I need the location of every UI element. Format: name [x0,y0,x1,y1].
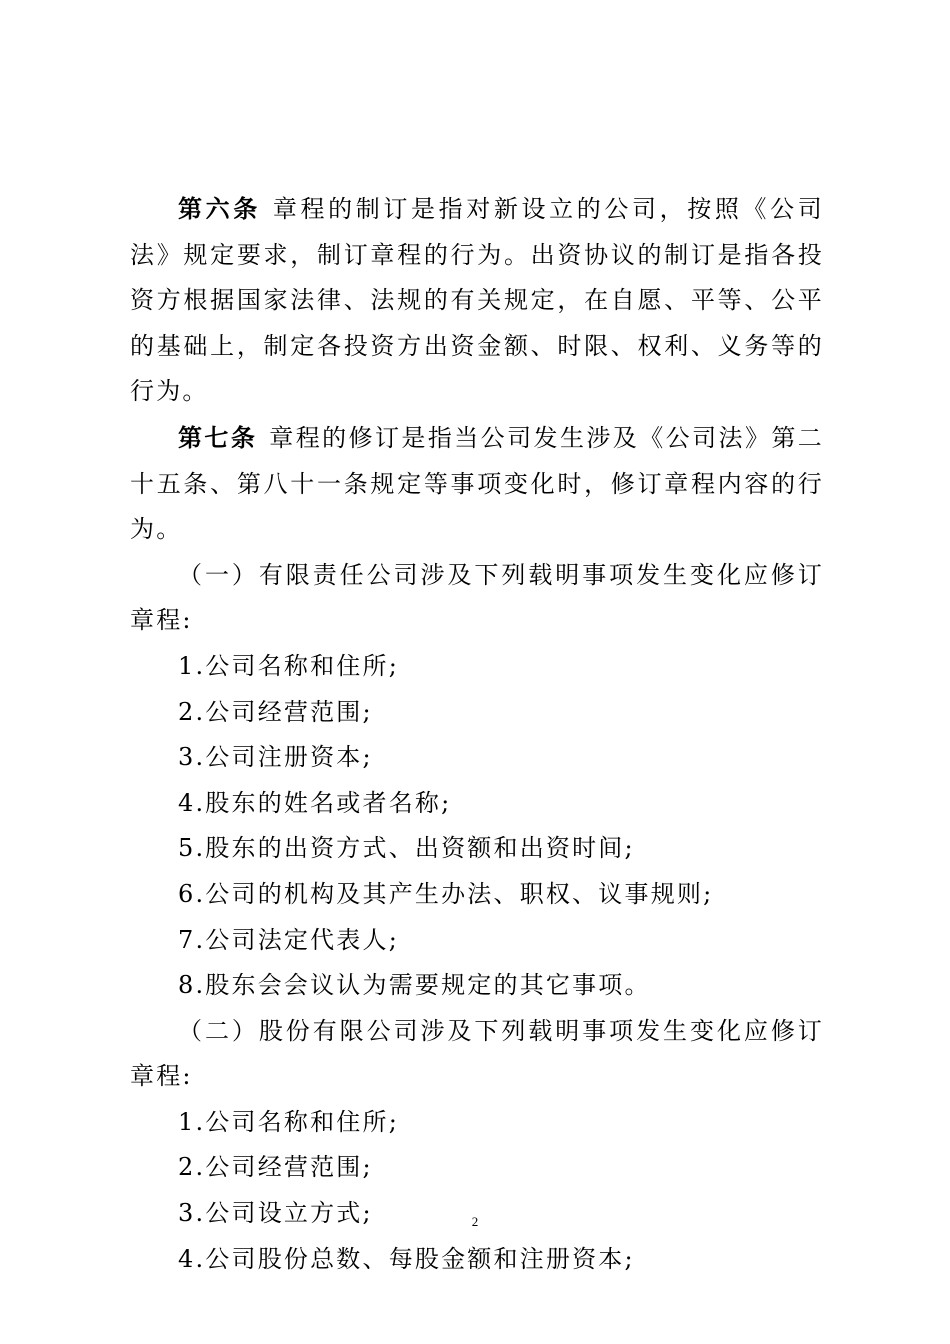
section-1-item: 5.股东的出资方式、出资额和出资时间; [178,834,635,863]
article-6-heading: 第六条 [178,194,261,223]
article-6 [130,186,824,415]
article-7-text: 章程的修订是指当公司发生涉及《公司法》第二十五条、第八十一条规定等事项变化时，修订章程内容的行为。 [130,423,824,544]
section-2-item: 2.公司经营范围; [178,1153,373,1182]
section-1-heading: （一）有限责任公司涉及下列载明事项发生变化应修订章程: [130,560,824,635]
section-1-item: 7.公司法定代表人; [178,925,399,954]
section-1-item: 2.公司经营范围; [178,697,373,726]
article-6-text: 章程的制订是指对新设立的公司，按照《公司法》规定要求，制订章程的行为。出资协议的制订是指各投资方根据国家法律、法规的有关规定，在自愿、平等、公平的基础上，制定各投资方出资金额、时限、权利、义务等的行为。 [130,195,824,406]
article-7 [130,415,824,553]
section-1-item: 8.股东会会议认为需要规定的其它事项。 [178,971,651,1000]
section-1-item: 1.公司名称和住所; [178,651,399,680]
section-1-item: 4.股东的姓名或者名称; [178,788,452,817]
section-1-item: 6.公司的机构及其产生办法、职权、议事规则; [178,879,714,908]
article-7-heading: 第七条 [178,422,258,452]
section-2-item: 3.公司设立方式; [178,1199,373,1228]
section-2-item: 4.公司股份总数、每股金额和注册资本; [178,1244,635,1273]
section-1-item: 3.公司注册资本; [178,743,373,772]
page-number: 2 [471,1214,479,1229]
document-body [130,186,824,1282]
section-2-heading: （二）股份有限公司涉及下列载明事项发生变化应修订章程: [130,1016,824,1091]
section-2-item: 1.公司名称和住所; [178,1107,399,1136]
